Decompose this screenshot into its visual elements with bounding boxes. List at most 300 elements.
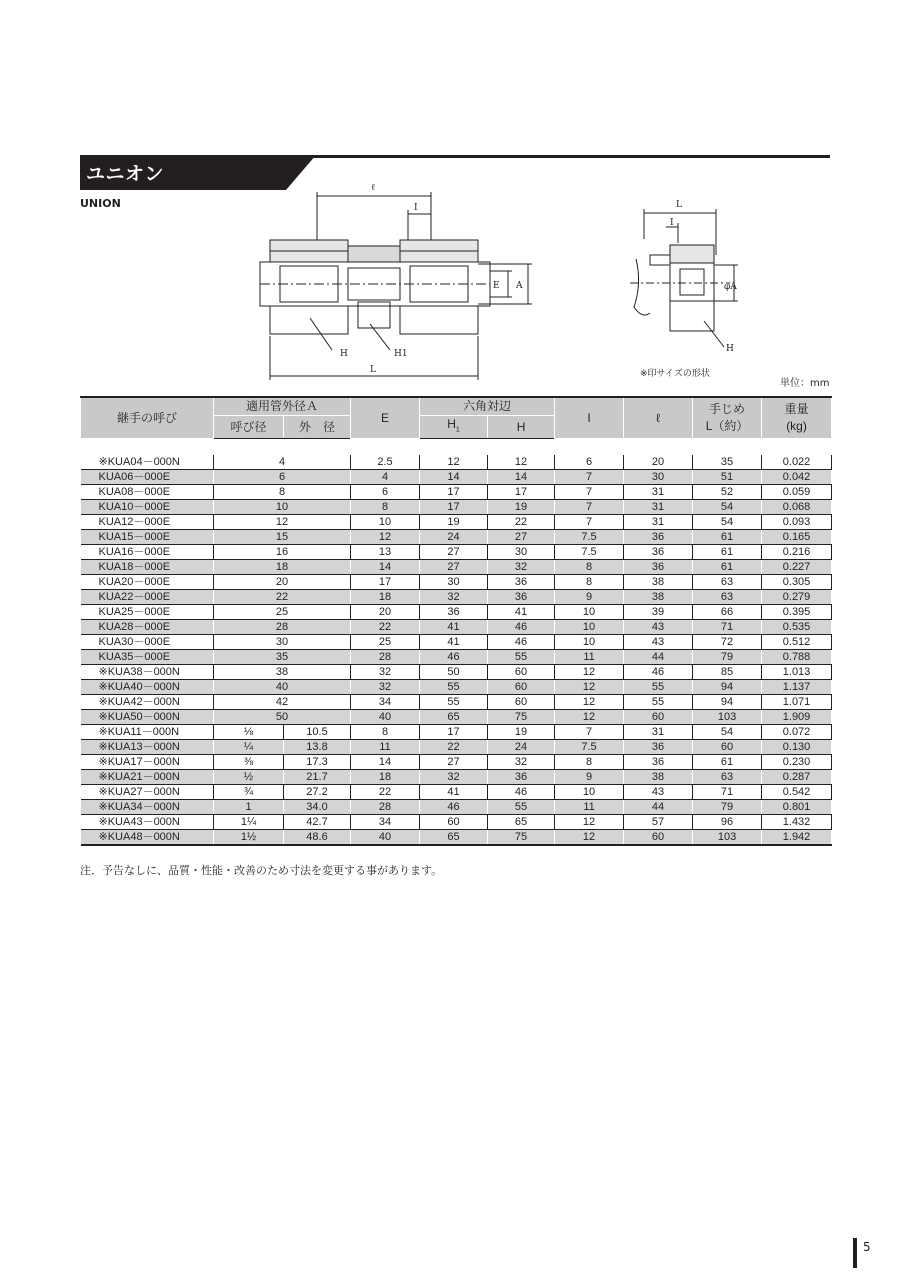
cell-ell: 43 xyxy=(624,785,693,800)
cell-h1: 36 xyxy=(420,605,488,620)
cell-length: 63 xyxy=(693,590,762,605)
cell-h1: 32 xyxy=(420,770,488,785)
label-side-h: H xyxy=(726,344,734,354)
cell-length: 54 xyxy=(693,515,762,530)
cell-length: 61 xyxy=(693,560,762,575)
cell-length: 94 xyxy=(693,695,762,710)
cell-name: KUA30－000E xyxy=(81,635,214,650)
cell-weight: 0.227 xyxy=(762,560,832,575)
cell-length: 61 xyxy=(693,530,762,545)
table-row xyxy=(81,635,832,650)
cell-length: 79 xyxy=(693,800,762,815)
section-title: ユニオン xyxy=(86,163,165,185)
cell-ell: 46 xyxy=(624,665,693,680)
cell-nominal: 8 xyxy=(214,485,351,500)
cell-ell: 44 xyxy=(624,800,693,815)
cell-name: KUA28－000E xyxy=(81,620,214,635)
cell-weight: 0.535 xyxy=(762,620,832,635)
cell-nominal: 1 xyxy=(214,800,284,815)
cell-h1: 14 xyxy=(420,470,488,485)
cell-ell: 39 xyxy=(624,605,693,620)
cell-h1: 46 xyxy=(420,650,488,665)
cell-nominal: ¼ xyxy=(214,740,284,755)
header-pipe-nominal: 呼び径 xyxy=(214,416,284,439)
table-row xyxy=(81,560,832,575)
cell-h1: 17 xyxy=(420,725,488,740)
header-tejime-line1: 手じめ xyxy=(709,402,746,417)
cell-name: ※KUA48－000N xyxy=(81,830,214,846)
cell-ell: 60 xyxy=(624,830,693,846)
cell-weight: 0.216 xyxy=(762,545,832,560)
cell-e: 13 xyxy=(351,545,420,560)
cell-h: 55 xyxy=(488,800,555,815)
cell-e: 28 xyxy=(351,650,420,665)
cell-h: 36 xyxy=(488,590,555,605)
cell-ell: 38 xyxy=(624,575,693,590)
cell-nominal: 16 xyxy=(214,545,351,560)
cell-h: 24 xyxy=(488,740,555,755)
cell-weight: 1.432 xyxy=(762,815,832,830)
cell-e: 22 xyxy=(351,620,420,635)
cell-ell: 36 xyxy=(624,755,693,770)
label-i: I xyxy=(414,203,418,213)
cell-name: ※KUA13－000N xyxy=(81,740,214,755)
cell-name: ※KUA38－000N xyxy=(81,665,214,680)
table-row xyxy=(81,470,832,485)
cell-nominal: 10 xyxy=(214,500,351,515)
cell-nominal: ½ xyxy=(214,770,284,785)
cell-e: 18 xyxy=(351,590,420,605)
cell-e: 8 xyxy=(351,725,420,740)
cell-nominal: 20 xyxy=(214,575,351,590)
cell-h: 12 xyxy=(488,455,555,470)
header-h: H xyxy=(488,416,555,439)
table-row xyxy=(81,785,832,800)
cell-h: 30 xyxy=(488,545,555,560)
cell-h: 32 xyxy=(488,560,555,575)
cell-ell: 60 xyxy=(624,710,693,725)
cell-ell: 55 xyxy=(624,695,693,710)
cell-h1: 55 xyxy=(420,695,488,710)
table-row xyxy=(81,620,832,635)
cell-weight: 0.279 xyxy=(762,590,832,605)
table-row xyxy=(81,485,832,500)
cell-i: 12 xyxy=(555,695,624,710)
cell-h: 60 xyxy=(488,680,555,695)
cell-i: 12 xyxy=(555,665,624,680)
cell-name: ※KUA11－000N xyxy=(81,725,214,740)
header-tejime-line2: L（約） xyxy=(705,419,749,434)
cell-ell: 38 xyxy=(624,590,693,605)
cell-i: 10 xyxy=(555,785,624,800)
cell-h1: 24 xyxy=(420,530,488,545)
cell-h1: 12 xyxy=(420,455,488,470)
label-ell: ℓ xyxy=(371,183,376,193)
cell-nominal: 42 xyxy=(214,695,351,710)
cell-weight: 0.788 xyxy=(762,650,832,665)
cell-length: 54 xyxy=(693,500,762,515)
label-side-l: L xyxy=(676,200,682,210)
cell-i: 9 xyxy=(555,590,624,605)
cell-weight: 0.022 xyxy=(762,455,832,470)
cell-length: 60 xyxy=(693,740,762,755)
size-shape-note: ※印サイズの形状 xyxy=(640,369,710,379)
cell-length: 72 xyxy=(693,635,762,650)
cell-weight: 0.512 xyxy=(762,635,832,650)
cell-weight: 1.013 xyxy=(762,665,832,680)
cell-h1: 27 xyxy=(420,560,488,575)
cell-name: KUA35－000E xyxy=(81,650,214,665)
cell-outer-dia: 10.5 xyxy=(284,725,351,740)
cell-weight: 0.130 xyxy=(762,740,832,755)
cell-ell: 30 xyxy=(624,470,693,485)
cell-nominal: 6 xyxy=(214,470,351,485)
cell-length: 71 xyxy=(693,620,762,635)
cell-name: KUA20－000E xyxy=(81,575,214,590)
cell-h1: 27 xyxy=(420,755,488,770)
cell-i: 7 xyxy=(555,485,624,500)
cell-length: 63 xyxy=(693,770,762,785)
cell-ell: 36 xyxy=(624,740,693,755)
table-row xyxy=(81,695,832,710)
cell-i: 7.5 xyxy=(555,740,624,755)
cell-e: 8 xyxy=(351,500,420,515)
cell-i: 7 xyxy=(555,725,624,740)
label-e: E xyxy=(493,281,500,291)
cell-h1: 17 xyxy=(420,485,488,500)
cell-weight: 0.165 xyxy=(762,530,832,545)
cell-nominal: 4 xyxy=(214,455,351,470)
cell-h: 46 xyxy=(488,785,555,800)
cell-ell: 36 xyxy=(624,530,693,545)
header-weight-line2: (kg) xyxy=(786,419,807,434)
cell-e: 14 xyxy=(351,560,420,575)
cell-nominal: 30 xyxy=(214,635,351,650)
table-row xyxy=(81,665,832,680)
cell-i: 12 xyxy=(555,710,624,725)
cell-h1: 65 xyxy=(420,710,488,725)
header-weight xyxy=(762,397,832,439)
cell-nominal: 50 xyxy=(214,710,351,725)
cell-h: 60 xyxy=(488,695,555,710)
cell-nominal: ¾ xyxy=(214,785,284,800)
cell-e: 18 xyxy=(351,770,420,785)
cell-weight: 0.801 xyxy=(762,800,832,815)
header-h1-label: H xyxy=(447,417,456,431)
cell-ell: 36 xyxy=(624,560,693,575)
cell-h1: 27 xyxy=(420,545,488,560)
cell-h: 65 xyxy=(488,815,555,830)
label-side-phi-a: φA xyxy=(724,282,737,292)
cell-length: 103 xyxy=(693,830,762,846)
table-row xyxy=(81,710,832,725)
cell-name: KUA16－000E xyxy=(81,545,214,560)
union-cross-section-drawing xyxy=(250,178,550,388)
cell-ell: 43 xyxy=(624,620,693,635)
table-row xyxy=(81,680,832,695)
cell-nominal: 25 xyxy=(214,605,351,620)
cell-e: 11 xyxy=(351,740,420,755)
cell-h1: 22 xyxy=(420,740,488,755)
cell-length: 103 xyxy=(693,710,762,725)
cell-e: 32 xyxy=(351,680,420,695)
cell-nominal: 18 xyxy=(214,560,351,575)
cell-h1: 41 xyxy=(420,785,488,800)
cell-length: 79 xyxy=(693,650,762,665)
cell-i: 11 xyxy=(555,650,624,665)
cell-h1: 65 xyxy=(420,830,488,846)
cell-name: KUA25－000E xyxy=(81,605,214,620)
cell-ell: 57 xyxy=(624,815,693,830)
cell-e: 34 xyxy=(351,815,420,830)
cell-h: 75 xyxy=(488,830,555,846)
cell-e: 40 xyxy=(351,830,420,846)
dimension-table xyxy=(80,396,832,846)
cell-ell: 20 xyxy=(624,455,693,470)
cell-name: KUA06－000E xyxy=(81,470,214,485)
label-l: L xyxy=(370,365,376,375)
cell-e: 40 xyxy=(351,710,420,725)
cell-ell: 55 xyxy=(624,680,693,695)
cell-e: 2.5 xyxy=(351,455,420,470)
cell-e: 22 xyxy=(351,785,420,800)
cell-length: 61 xyxy=(693,545,762,560)
cell-weight: 0.305 xyxy=(762,575,832,590)
cell-e: 20 xyxy=(351,605,420,620)
header-h1 xyxy=(420,416,488,439)
cell-nominal: 1¼ xyxy=(214,815,284,830)
cell-e: 25 xyxy=(351,635,420,650)
cell-nominal: ⅛ xyxy=(214,725,284,740)
cell-h1: 55 xyxy=(420,680,488,695)
cell-name: ※KUA50－000N xyxy=(81,710,214,725)
header-tejime xyxy=(693,397,762,439)
cell-h: 32 xyxy=(488,755,555,770)
table-row xyxy=(81,605,832,620)
cell-name: KUA15－000E xyxy=(81,530,214,545)
cell-weight: 0.230 xyxy=(762,755,832,770)
cell-h1: 41 xyxy=(420,620,488,635)
cell-weight: 0.068 xyxy=(762,500,832,515)
cell-e: 4 xyxy=(351,470,420,485)
cell-ell: 31 xyxy=(624,725,693,740)
cell-length: 96 xyxy=(693,815,762,830)
cell-i: 10 xyxy=(555,635,624,650)
cell-h: 27 xyxy=(488,530,555,545)
page-marker xyxy=(853,1238,857,1268)
cell-name: KUA18－000E xyxy=(81,560,214,575)
cell-name: KUA22－000E xyxy=(81,590,214,605)
cell-e: 17 xyxy=(351,575,420,590)
header-h1-sub: 1 xyxy=(455,426,460,434)
cell-h: 14 xyxy=(488,470,555,485)
cell-ell: 36 xyxy=(624,545,693,560)
cell-h: 19 xyxy=(488,725,555,740)
cell-h: 36 xyxy=(488,575,555,590)
cell-length: 94 xyxy=(693,680,762,695)
page-number: 5 xyxy=(863,1240,871,1254)
cell-i: 12 xyxy=(555,680,624,695)
table-row xyxy=(81,545,832,560)
table-row xyxy=(81,830,832,846)
cell-nominal: 35 xyxy=(214,650,351,665)
table-row xyxy=(81,530,832,545)
cell-i: 7.5 xyxy=(555,545,624,560)
cell-outer-dia: 13.8 xyxy=(284,740,351,755)
cell-weight: 0.395 xyxy=(762,605,832,620)
table-row xyxy=(81,770,832,785)
cell-ell: 31 xyxy=(624,515,693,530)
cell-h: 60 xyxy=(488,665,555,680)
table-row xyxy=(81,515,832,530)
cell-name: KUA08－000E xyxy=(81,485,214,500)
cell-i: 11 xyxy=(555,800,624,815)
cell-h: 46 xyxy=(488,635,555,650)
cell-length: 63 xyxy=(693,575,762,590)
cell-name: ※KUA04－000N xyxy=(81,455,214,470)
cell-i: 7.5 xyxy=(555,530,624,545)
label-a: A xyxy=(516,281,523,291)
table-row xyxy=(81,590,832,605)
cell-length: 51 xyxy=(693,470,762,485)
cell-nominal: 1½ xyxy=(214,830,284,846)
cell-name: KUA10－000E xyxy=(81,500,214,515)
cell-ell: 31 xyxy=(624,500,693,515)
cell-e: 6 xyxy=(351,485,420,500)
cell-i: 8 xyxy=(555,755,624,770)
cell-h: 36 xyxy=(488,770,555,785)
cell-length: 54 xyxy=(693,725,762,740)
header-pipe-outer: 外 径 xyxy=(284,416,351,439)
cell-e: 14 xyxy=(351,755,420,770)
header-weight-line1: 重量 xyxy=(784,402,809,417)
cell-length: 61 xyxy=(693,755,762,770)
table-row xyxy=(81,755,832,770)
small-size-shape-drawing xyxy=(620,195,750,365)
cell-name: ※KUA17－000N xyxy=(81,755,214,770)
cell-h1: 30 xyxy=(420,575,488,590)
cell-h: 75 xyxy=(488,710,555,725)
cell-nominal: 28 xyxy=(214,620,351,635)
label-h1: H1 xyxy=(394,349,408,359)
cell-nominal: 40 xyxy=(214,680,351,695)
label-side-i: I xyxy=(670,218,674,228)
cell-i: 9 xyxy=(555,770,624,785)
cell-h: 46 xyxy=(488,620,555,635)
table-row xyxy=(81,740,832,755)
cell-outer-dia: 42.7 xyxy=(284,815,351,830)
cell-ell: 31 xyxy=(624,485,693,500)
cell-h: 17 xyxy=(488,485,555,500)
header-i: I xyxy=(555,397,624,439)
cell-h1: 50 xyxy=(420,665,488,680)
label-h: H xyxy=(340,349,348,359)
cell-h1: 46 xyxy=(420,800,488,815)
cell-weight: 1.137 xyxy=(762,680,832,695)
table-row xyxy=(81,455,832,470)
cell-e: 34 xyxy=(351,695,420,710)
unit-note: 単位：mm xyxy=(780,378,830,389)
cell-h: 22 xyxy=(488,515,555,530)
cell-h: 55 xyxy=(488,650,555,665)
cell-outer-dia: 48.6 xyxy=(284,830,351,846)
cell-h1: 17 xyxy=(420,500,488,515)
cell-nominal: ⅜ xyxy=(214,755,284,770)
cell-h1: 32 xyxy=(420,590,488,605)
cell-h: 41 xyxy=(488,605,555,620)
cell-name: ※KUA34－000N xyxy=(81,800,214,815)
table-row xyxy=(81,815,832,830)
header-e: E xyxy=(351,397,420,439)
cell-length: 66 xyxy=(693,605,762,620)
table-row xyxy=(81,725,832,740)
cell-outer-dia: 27.2 xyxy=(284,785,351,800)
header-hex: 六角対辺 xyxy=(420,397,555,416)
cell-i: 7 xyxy=(555,500,624,515)
cell-i: 7 xyxy=(555,515,624,530)
cell-nominal: 22 xyxy=(214,590,351,605)
cell-e: 12 xyxy=(351,530,420,545)
cell-i: 12 xyxy=(555,830,624,846)
cell-i: 8 xyxy=(555,560,624,575)
header-pipe-od: 適用管外径Ａ xyxy=(214,397,351,416)
cell-nominal: 12 xyxy=(214,515,351,530)
table-row xyxy=(81,500,832,515)
cell-name: ※KUA43－000N xyxy=(81,815,214,830)
section-subtitle: UNION xyxy=(80,197,121,210)
cell-length: 52 xyxy=(693,485,762,500)
cell-ell: 38 xyxy=(624,770,693,785)
table-row xyxy=(81,575,832,590)
cell-e: 28 xyxy=(351,800,420,815)
cell-h: 19 xyxy=(488,500,555,515)
cell-i: 10 xyxy=(555,605,624,620)
cell-e: 32 xyxy=(351,665,420,680)
cell-length: 35 xyxy=(693,455,762,470)
cell-i: 8 xyxy=(555,575,624,590)
cell-length: 85 xyxy=(693,665,762,680)
cell-weight: 0.072 xyxy=(762,725,832,740)
cell-i: 7 xyxy=(555,470,624,485)
header-fitting-name: 継手の呼び xyxy=(81,397,214,439)
cell-weight: 0.287 xyxy=(762,770,832,785)
cell-name: ※KUA27－000N xyxy=(81,785,214,800)
cell-ell: 44 xyxy=(624,650,693,665)
cell-nominal: 38 xyxy=(214,665,351,680)
cell-weight: 1.071 xyxy=(762,695,832,710)
cell-e: 10 xyxy=(351,515,420,530)
cell-name: ※KUA21－000N xyxy=(81,770,214,785)
cell-i: 6 xyxy=(555,455,624,470)
footnote: 注．予告なしに、品質・性能・改善のため寸法を変更する事があります。 xyxy=(80,864,443,877)
cell-weight: 0.542 xyxy=(762,785,832,800)
cell-i: 10 xyxy=(555,620,624,635)
cell-weight: 1.942 xyxy=(762,830,832,846)
cell-name: ※KUA40－000N xyxy=(81,680,214,695)
header-ell: ℓ xyxy=(624,397,693,439)
table-row xyxy=(81,800,832,815)
cell-name: ※KUA42－000N xyxy=(81,695,214,710)
cell-nominal: 15 xyxy=(214,530,351,545)
cell-outer-dia: 21.7 xyxy=(284,770,351,785)
cell-h1: 60 xyxy=(420,815,488,830)
cell-ell: 43 xyxy=(624,635,693,650)
table-row xyxy=(81,650,832,665)
cell-weight: 0.059 xyxy=(762,485,832,500)
cell-outer-dia: 34.0 xyxy=(284,800,351,815)
cell-weight: 0.042 xyxy=(762,470,832,485)
cell-h1: 41 xyxy=(420,635,488,650)
